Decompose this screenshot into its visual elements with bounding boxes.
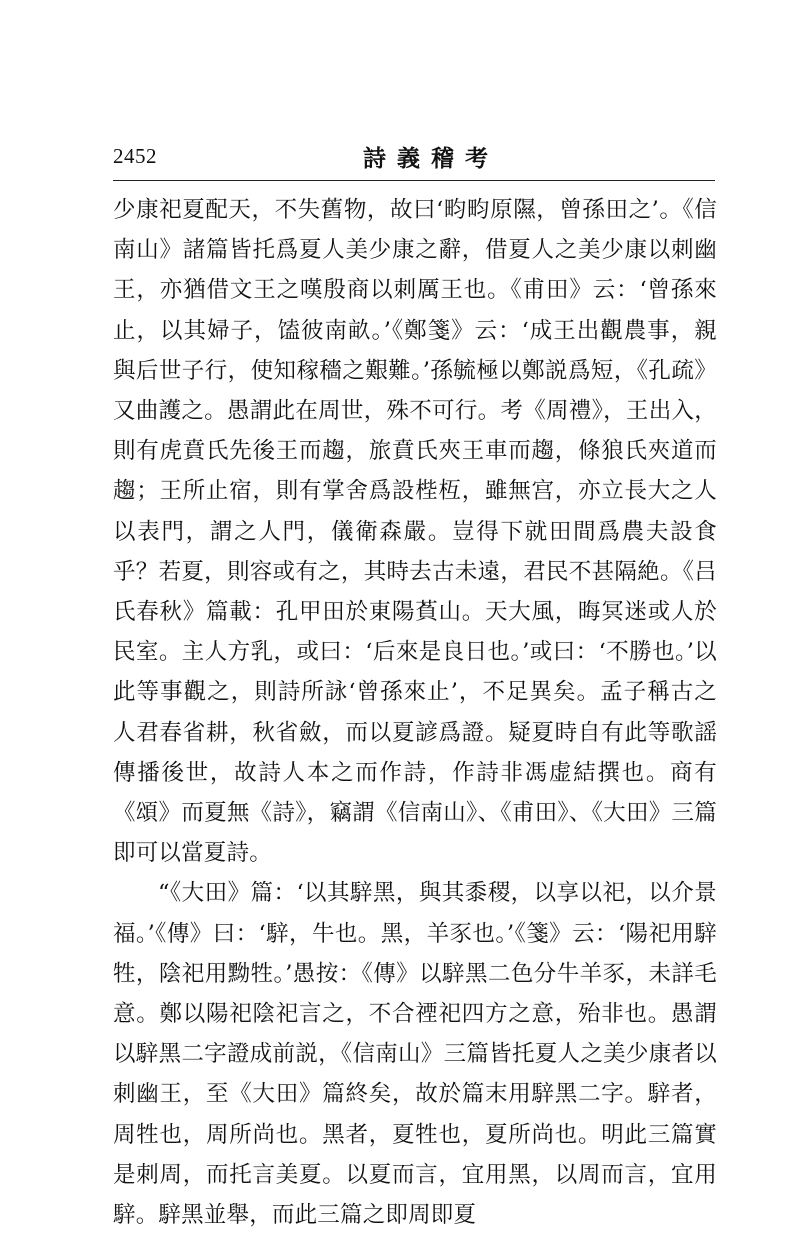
page-header: [113, 138, 715, 178]
page-number: 2452: [113, 144, 157, 168]
paragraph: 少康祀夏配天，不失舊物，故曰‘畇畇原隰，曾孫田之’。《信南山》諸篇皆托爲夏人美少康之辭，借夏人之美少康以刺幽王，亦猶借文王之嘆殷商以刺厲王也。《甫田》云：‘曾孫來止，以其婦子，馌彼南畝。’《鄭箋》云：‘成王出觀農事，親與后世子行，使知稼穡之艱難。’孫毓極以鄭説爲短，《孔疏》又曲護之。愚謂此在周世，殊不可行。考《周禮》，王出入，則有虎賁氏先後王而趨，旅賁氏夾王車而趨，條狼氏夾道而趨；王所止宿，則有掌舍爲設梐枑，雖無宫，亦立長大之人以表門，謂之人門，儀衛森嚴。豈得下就田間爲農夫設食乎？若夏，則容或有之，其時去古未遠，君民不甚隔絶。《吕氏春秋》篇載：孔甲田於東陽萯山。天大風，晦冥迷或人於民室。主人方乳，或曰：‘后來是良日也。’或曰：‘不勝也。’以此等事觀之，則詩所詠‘曾孫來止’，不足異矣。孟子稱古之人君春省耕，秋省斂，而以夏諺爲證。疑夏時自有此等歌謡傳播後世，故詩人本之而作詩，作詩非馮虚結撰也。商有《頌》而夏無《詩》，竊謂《信南山》、《甫田》、《大田》三篇即可以當夏詩。: [113, 197, 717, 867]
body-text: [113, 190, 717, 1235]
header-rule: [113, 180, 715, 181]
running-title: 詩義稽考: [363, 145, 499, 172]
paragraph: “《大田》篇：‘以其騂黑，與其黍稷，以享以祀，以介景福。’《傳》曰：‘騂，牛也。黑，羊豕也。’《箋》云：‘陽祀用騂牲，陰祀用黝牲。’愚按：《傳》以騂黑二色分牛羊豕，未詳毛意。鄭以陽祀陰祀言之，不合禋祀四方之意，殆非也。愚謂以騂黑二字證成前説，《信南山》三篇皆托夏人之美少康者以刺幽王，至《大田》篇終矣，故於篇末用騂黑二字。騂者，周牲也，周所尚也。黑者，夏牲也，夏所尚也。明此三篇實是刺周，而托言美夏。以夏而言，宜用黑，以周而言，宜用騂。騂黑並舉，而此三篇之即周即夏: [113, 880, 717, 1229]
